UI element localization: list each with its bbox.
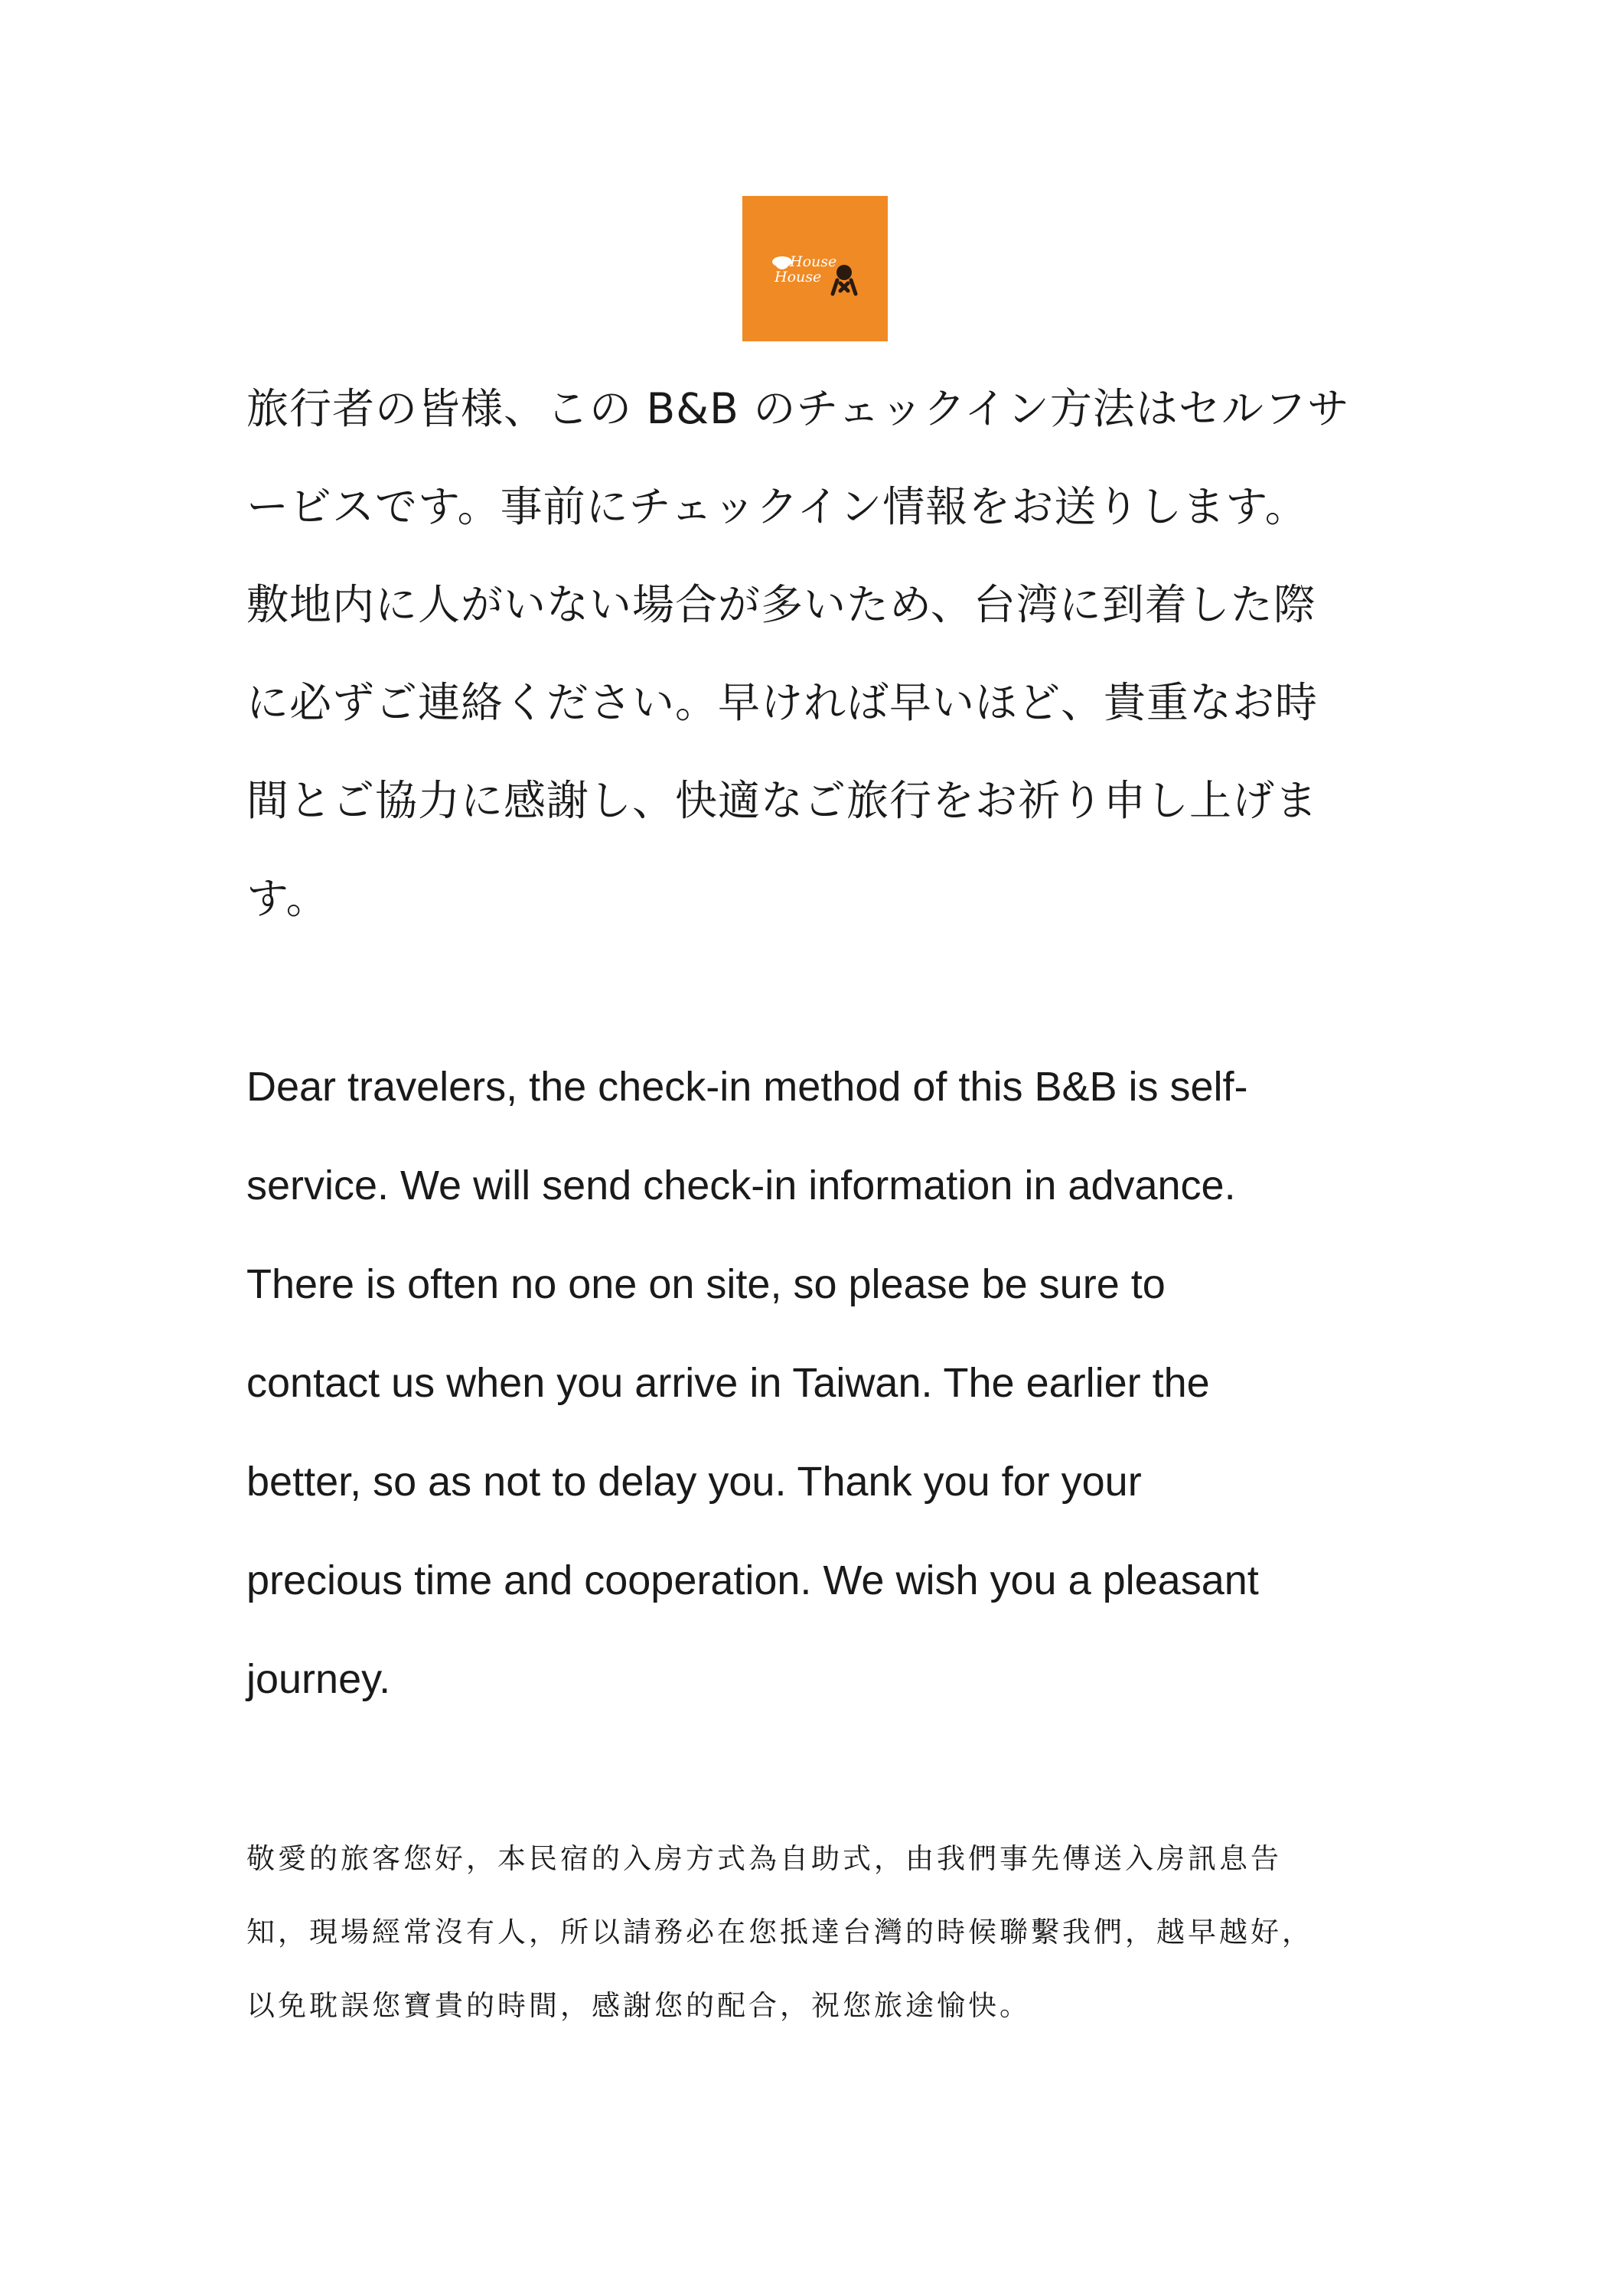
logo-graphic	[742, 196, 888, 341]
logo-text-bottom: House	[774, 269, 822, 285]
notice-english: Dear travelers, the check-in method of this B&B is self- service. We will send check-in information in advance. There is often no one on site, so please be sure to contact us when you arrive in Taiwan. The earlier the better, so as not to delay you. Thank you for your precious time and cooperation. We wish you a pleasant journey.	[246, 1064, 1259, 1702]
logo	[742, 196, 888, 341]
notice-chinese: 敬愛的旅客您好，本民宿的入房方式為自助式，由我們事先傳送入房訊息告 知，現場經常沒有人，所以請務必在您抵達台灣的時候聯繫我們，越早越好， 以免耽誤您寶貴的時間，感謝您的配合，祝您旅途愉快。	[246, 1842, 1313, 2022]
logo-text-top: House	[790, 253, 837, 270]
notice-japanese: 旅行者の皆様、この B&B のチェックイン方法はセルフサ ービスです。事前にチェックイン情報をお送りします。 敷地内に人がいない場合が多いため、台湾に到着した際 に必ずご連絡ください。早ければ早いほど、貴重なお時 間とご協力に感謝し、快適なご旅行をお祈り申し上げま す。	[246, 384, 1350, 923]
